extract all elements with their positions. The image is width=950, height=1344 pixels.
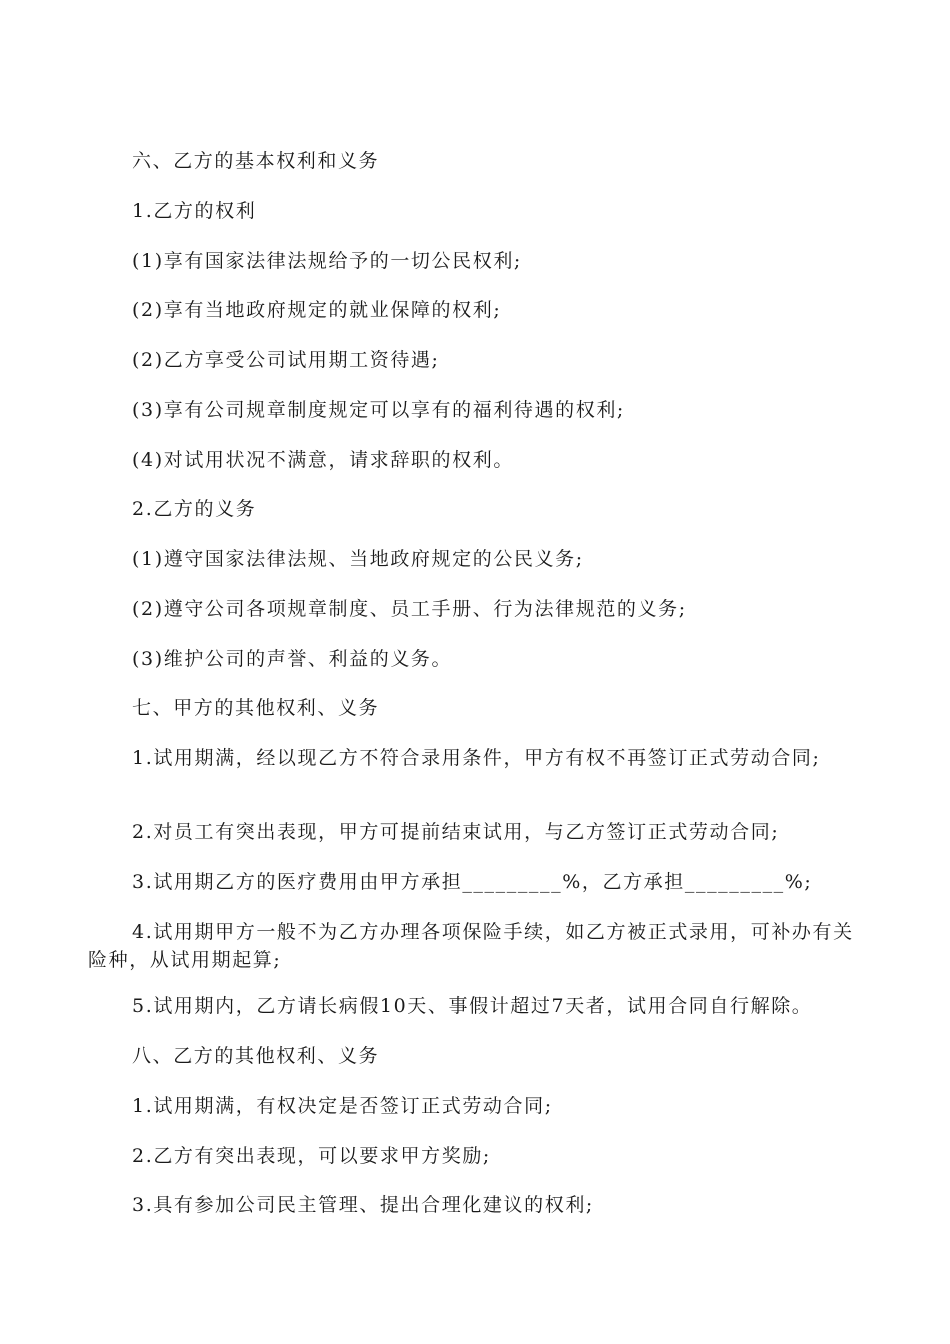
paragraph: (4)对试用状况不满意，请求辞职的权利。 <box>132 449 514 471</box>
paragraph: (2)遵守公司各项规章制度、员工手册、行为法律规范的义务; <box>132 598 687 620</box>
section-heading-6: 六、乙方的基本权利和义务 <box>132 150 380 172</box>
section-heading-7: 七、甲方的其他权利、义务 <box>132 697 380 719</box>
subsection-heading-rights: 1.乙方的权利 <box>132 200 257 222</box>
paragraph: (2)享有当地政府规定的就业保障的权利; <box>132 299 502 321</box>
paragraph: (3)维护公司的声誉、利益的义务。 <box>132 648 453 670</box>
paragraph: 3.试用期乙方的医疗费用由甲方承担_________%，乙方承担_________%; <box>132 871 813 893</box>
paragraph: 5.试用期内，乙方请长病假10天、事假计超过7天者，试用合同自行解除。 <box>132 995 813 1017</box>
paragraph: 4.试用期甲方一般不为乙方办理各项保险手续，如乙方被正式录用，可补办有关险种，从试用期起算; <box>88 921 854 971</box>
paragraph: (2)乙方享受公司试用期工资待遇; <box>132 349 440 371</box>
paragraph: (1)遵守国家法律法规、当地政府规定的公民义务; <box>132 548 584 570</box>
paragraph: 2.乙方有突出表现，可以要求甲方奖励; <box>132 1145 491 1167</box>
section-heading-8: 八、乙方的其他权利、义务 <box>132 1045 380 1067</box>
paragraph: 3.具有参加公司民主管理、提出合理化建议的权利; <box>132 1194 594 1216</box>
paragraph: (1)享有国家法律法规给予的一切公民权利; <box>132 250 522 272</box>
paragraph: 1.试用期满，经以现乙方不符合录用条件，甲方有权不再签订正式劳动合同; <box>132 747 821 769</box>
paragraph: 2.对员工有突出表现，甲方可提前结束试用，与乙方签订正式劳动合同; <box>132 821 780 843</box>
subsection-heading-duties: 2.乙方的义务 <box>132 498 257 520</box>
paragraph: 1.试用期满，有权决定是否签订正式劳动合同; <box>132 1095 553 1117</box>
paragraph: (3)享有公司规章制度规定可以享有的福利待遇的权利; <box>132 399 625 421</box>
